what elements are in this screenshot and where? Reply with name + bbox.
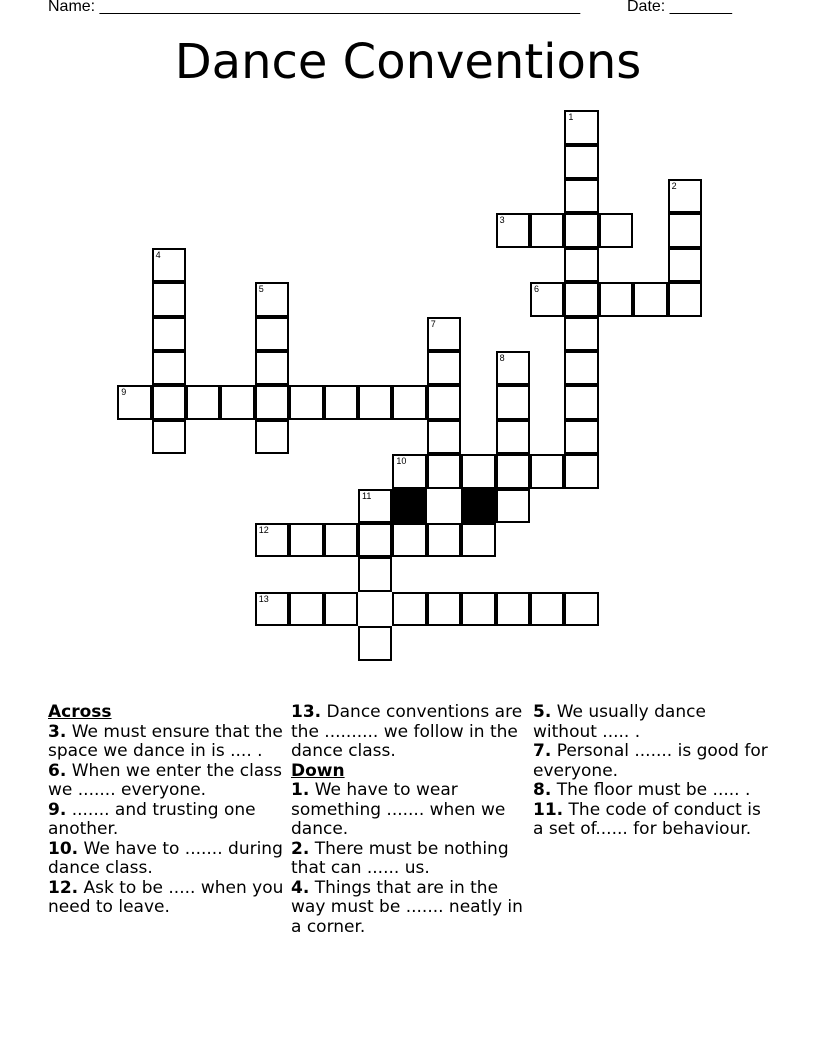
grid-cell[interactable] xyxy=(668,179,702,213)
clue-text: We usually dance without ..... . xyxy=(533,702,706,742)
clues-column-1 xyxy=(48,703,284,918)
name-field-label: Name: ______________________________________________________ xyxy=(48,0,581,15)
grid-cell[interactable] xyxy=(358,385,392,419)
clue-text: There must be nothing that can ...... us. xyxy=(291,838,509,878)
grid-cell[interactable] xyxy=(117,385,151,419)
clue-number-label: 13 xyxy=(258,593,269,604)
clue-number-label: 5 xyxy=(258,284,264,295)
grid-cell[interactable] xyxy=(255,351,289,385)
grid-cell[interactable] xyxy=(668,248,702,282)
grid-cell[interactable] xyxy=(152,248,186,282)
page-title: Dance Conventions xyxy=(174,34,642,90)
grid-cell[interactable] xyxy=(324,523,358,557)
clue-number: 4. xyxy=(291,877,310,898)
grid-cell[interactable] xyxy=(496,454,530,488)
clue-number: 13. xyxy=(291,702,322,722)
grid-cell[interactable] xyxy=(496,489,530,523)
clue-number-label: 2 xyxy=(671,181,677,191)
grid-cell[interactable] xyxy=(496,385,530,419)
clue-text: When we enter the class we ....... everyone. xyxy=(48,760,282,800)
clue-text: Things that are in the way must be ....... neatly in a corner. xyxy=(291,877,523,937)
clue-number-label: 7 xyxy=(430,318,436,329)
grid-cell[interactable] xyxy=(358,489,392,523)
grid-cell[interactable] xyxy=(564,454,598,488)
grid-cell[interactable] xyxy=(255,420,289,454)
black-grid-cell xyxy=(392,489,426,523)
grid-cell[interactable] xyxy=(564,351,598,385)
grid-cell[interactable] xyxy=(496,351,530,385)
grid-cell[interactable] xyxy=(564,420,598,454)
down-clue-5 xyxy=(533,703,773,742)
grid-cell[interactable] xyxy=(358,626,392,660)
grid-cell[interactable] xyxy=(427,420,461,454)
down-heading: Down xyxy=(291,760,345,781)
grid-cell[interactable] xyxy=(599,213,633,247)
grid-cell[interactable] xyxy=(427,454,461,488)
grid-cell[interactable] xyxy=(358,523,392,557)
grid-cell[interactable] xyxy=(496,420,530,454)
clue-number: 8. xyxy=(533,780,552,800)
grid-cell[interactable] xyxy=(255,282,289,316)
grid-cell[interactable] xyxy=(427,351,461,385)
grid-cell[interactable] xyxy=(324,385,358,419)
grid-cell[interactable] xyxy=(564,110,598,144)
grid-cell[interactable] xyxy=(564,317,598,351)
grid-cell[interactable] xyxy=(289,592,323,626)
grid-cell[interactable] xyxy=(427,317,461,351)
grid-cell[interactable] xyxy=(392,385,426,419)
grid-cell[interactable] xyxy=(461,523,495,557)
grid-cell[interactable] xyxy=(564,385,598,419)
grid-cell[interactable] xyxy=(152,282,186,316)
clue-text: We have to ....... during dance class. xyxy=(48,838,283,878)
clue-number: 9. xyxy=(48,799,67,820)
grid-cell[interactable] xyxy=(255,523,289,557)
clue-number-label: 9 xyxy=(121,387,127,398)
grid-cell[interactable] xyxy=(633,282,667,316)
clue-text: Dance conventions are the .......... we follow in the dance class. xyxy=(291,702,523,761)
clue-number: 12. xyxy=(48,877,79,898)
grid-cell[interactable] xyxy=(668,282,702,316)
grid-cell[interactable] xyxy=(668,213,702,247)
grid-cell[interactable] xyxy=(152,317,186,351)
clue-number: 7. xyxy=(533,741,552,761)
clues-column-2 xyxy=(291,703,527,937)
down-clue-2 xyxy=(291,840,527,879)
grid-cell[interactable] xyxy=(324,592,358,626)
clue-number-label: 6 xyxy=(534,284,540,295)
clue-number: 11. xyxy=(533,799,564,820)
clue-number-label: 8 xyxy=(499,353,505,363)
clue-number-label: 4 xyxy=(155,249,161,260)
grid-cell[interactable] xyxy=(564,248,598,282)
across-clue-12 xyxy=(48,879,284,918)
across-clue-6 xyxy=(48,762,284,801)
grid-cell[interactable] xyxy=(564,145,598,179)
clue-text: Ask to be ..... when you need to leave. xyxy=(48,877,284,917)
grid-cell[interactable] xyxy=(255,592,289,626)
grid-cell[interactable] xyxy=(392,523,426,557)
clue-number-label: 12 xyxy=(258,525,269,535)
grid-cell[interactable] xyxy=(152,385,186,419)
clues-column-3 xyxy=(533,703,773,840)
clue-number: 10. xyxy=(48,838,79,859)
down-clue-8 xyxy=(533,781,773,801)
grid-cell[interactable] xyxy=(427,523,461,557)
grid-cell[interactable] xyxy=(392,592,426,626)
grid-cell[interactable] xyxy=(564,282,598,316)
grid-cell[interactable] xyxy=(530,454,564,488)
clue-number-label: 1 xyxy=(568,112,574,123)
grid-cell[interactable] xyxy=(564,213,598,247)
clue-number: 5. xyxy=(533,702,552,722)
across-heading: Across xyxy=(48,702,112,722)
clue-text: We must ensure that the space we dance in is .... . xyxy=(48,721,283,761)
across-clue-13 xyxy=(291,703,527,762)
across-clue-3 xyxy=(48,723,284,762)
grid-cell[interactable] xyxy=(530,213,564,247)
down-clue-1 xyxy=(291,781,527,840)
grid-cell[interactable] xyxy=(564,179,598,213)
grid-cell[interactable] xyxy=(152,351,186,385)
grid-cell[interactable] xyxy=(289,385,323,419)
clue-text: The floor must be ..... . xyxy=(556,780,751,800)
clue-text: The code of conduct is a set of...... for behaviour. xyxy=(533,799,761,839)
clue-number: 6. xyxy=(48,760,67,781)
grid-cell[interactable] xyxy=(358,557,392,591)
clue-text: We have to wear something ....... when we dance. xyxy=(291,780,506,839)
clue-number: 3. xyxy=(48,721,67,742)
grid-cell[interactable] xyxy=(564,592,598,626)
down-clue-11 xyxy=(533,801,773,840)
clue-number-label: 3 xyxy=(499,215,505,226)
grid-cell[interactable] xyxy=(152,420,186,454)
grid-cell[interactable] xyxy=(255,385,289,419)
grid-cell[interactable] xyxy=(289,523,323,557)
grid-cell[interactable] xyxy=(496,592,530,626)
date-field-label: Date: _______ xyxy=(627,0,732,15)
grid-cell[interactable] xyxy=(530,282,564,316)
clue-number-label: 11 xyxy=(362,490,372,501)
clue-number: 2. xyxy=(291,838,310,859)
across-clue-10 xyxy=(48,840,284,879)
grid-cell[interactable] xyxy=(496,213,530,247)
black-grid-cell xyxy=(461,489,495,523)
clue-text: Personal ....... is good for everyone. xyxy=(533,741,768,781)
grid-cell[interactable] xyxy=(461,454,495,488)
grid-cell[interactable] xyxy=(255,317,289,351)
grid-cell[interactable] xyxy=(427,592,461,626)
grid-cell[interactable] xyxy=(186,385,220,419)
grid-cell[interactable] xyxy=(427,385,461,419)
grid-cell[interactable] xyxy=(530,592,564,626)
grid-cell[interactable] xyxy=(392,454,426,488)
clue-text: ....... and trusting one another. xyxy=(48,799,256,839)
clue-number: 1. xyxy=(291,780,310,800)
down-clue-7 xyxy=(533,742,773,781)
clue-number-label: 10 xyxy=(396,456,407,467)
grid-cell[interactable] xyxy=(220,385,254,419)
across-clue-9 xyxy=(48,801,284,840)
down-clue-4 xyxy=(291,879,527,938)
grid-cell[interactable] xyxy=(599,282,633,316)
grid-cell[interactable] xyxy=(461,592,495,626)
